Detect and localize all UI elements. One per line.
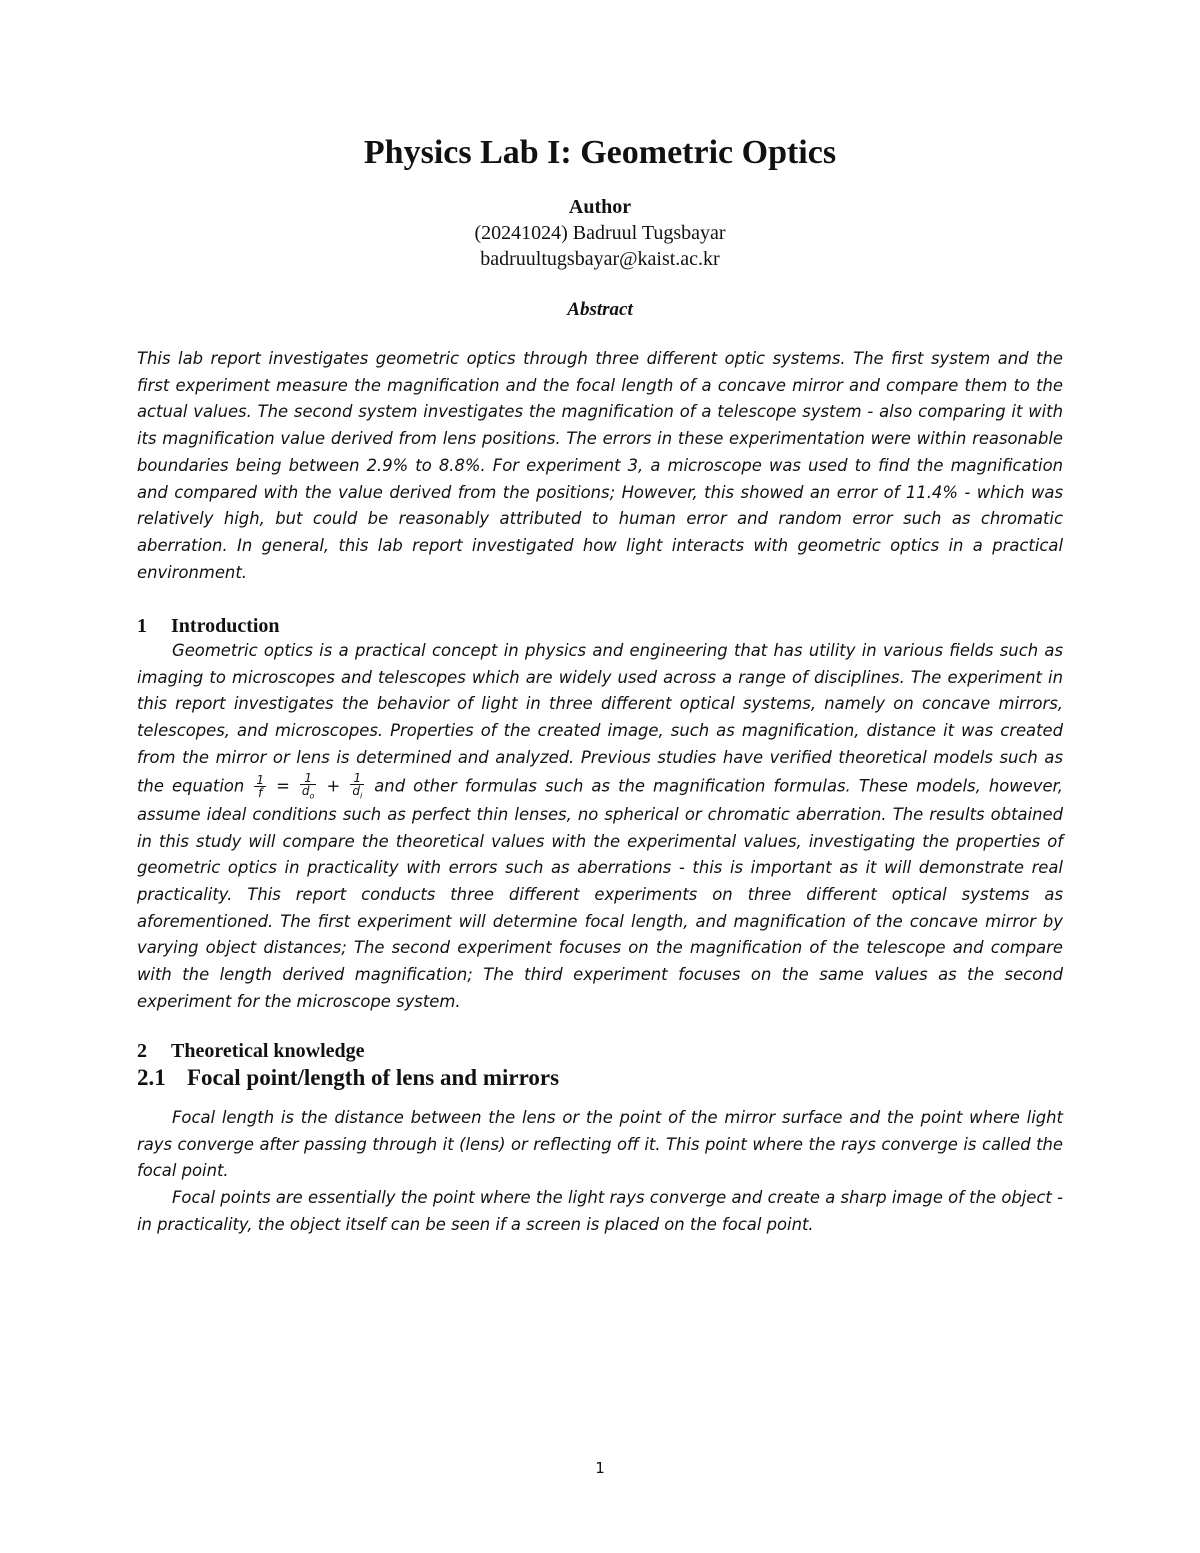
abstract-text: This lab report investigates geometric optics through three different optic systems. The first system and the first experiment measure the magnification and the focal length of a concave mirror and compare them to the actual values. The second system investigates the magnification of a telescope system - also comparing it with its magnification value derived from lens positions. The errors in these experimentation were within reasonable boundaries being between 2.9% to 8.8%. For experiment 3, a microscope was used to find the magnification and compared with the value derived from the positions; However, this showed an error of 11.4% - which was relatively high, but could be reasonably attributed to human error and random error such as chromatic aberration. In general, this lab report investigated how light interacts with geometric optics in a practical environment. [137, 349, 1063, 582]
subsection-number: 2.1 [137, 1065, 166, 1090]
section-heading-theoretical-knowledge [137, 1038, 365, 1064]
section-title: Introduction [171, 615, 280, 637]
equation-term1-fraction: $\frac{1}{d_o}$ [301, 770, 315, 800]
introduction-paragraph [137, 638, 1063, 1016]
section-heading-introduction [137, 613, 280, 639]
section-number: 1 [137, 615, 147, 637]
equation-plus: + [326, 776, 341, 796]
section-number: 2 [137, 1040, 147, 1062]
subsection-heading-focal-point [137, 1063, 559, 1093]
author-block [0, 194, 1200, 272]
focal-length-paragraph: Focal length is the distance between the lens or the point of the mirror surface and the point where light rays converge after passing through it (lens) or reflecting off it. This point where the rays converge is called the focal point. [137, 1108, 1063, 1181]
author-name: (20241024) Badruul Tugsbayar [474, 222, 726, 244]
equation-lhs-fraction: $\frac{1}{f}$ [256, 773, 265, 801]
paper-title: Physics Lab I: Geometric Optics [363, 134, 837, 171]
focal-point-paragraph: Focal points are essentially the point where the light rays converge and create a sharp image of the object - in practicality, the object itself can be seen if a screen is placed on the focal point. [137, 1188, 1063, 1234]
page-number: 1 [595, 1459, 605, 1477]
abstract-heading: Abstract [567, 299, 633, 320]
introduction-text-after-equation: and other formulas such as the magnification formulas. These models, however, assume ideal conditions such as perfect thin lenses, no spherical or chromatic aberration. The results obtained in this study will compare the theoretical values with the experimental values, investigating the properties of geometric optics in practicality with errors such as aberrations - this is important as it will demonstrate real practicality. This report conducts three different experiments on three different optical systems as aforementioned. The first experiment will determine focal length, and magnification of the concave mirror by varying object distances; The second experiment focuses on the magnification of the telescope and compare with the length derived magnification; The third experiment focuses on the same values as the second experiment for the microscope system. [137, 776, 1063, 1011]
equation-equals: = [276, 776, 290, 796]
subsection-title: Focal point/length of lens and mirrors [187, 1065, 560, 1090]
author-heading: Author [568, 196, 632, 218]
introduction-text-before-equation: Geometric optics is a practical concept in physics and engineering that has utility in various fields such as imaging to microscopes and telescopes which are widely used across a range of disciplines. The experiment in this report investigates the behavior of light in three different optical systems, namely on concave mirrors, telescopes, and microscopes. Properties of the created image, such as magnification, distance it was created from the mirror or lens is determined and analyzed. Previous studies have verified theoretical models such as the equation [137, 641, 1063, 796]
section-title: Theoretical knowledge [171, 1040, 365, 1062]
author-email: badruultugsbayar@kaist.ac.kr [480, 248, 720, 270]
equation-term2-fraction: $\frac{1}{d_i}$ [352, 770, 363, 800]
